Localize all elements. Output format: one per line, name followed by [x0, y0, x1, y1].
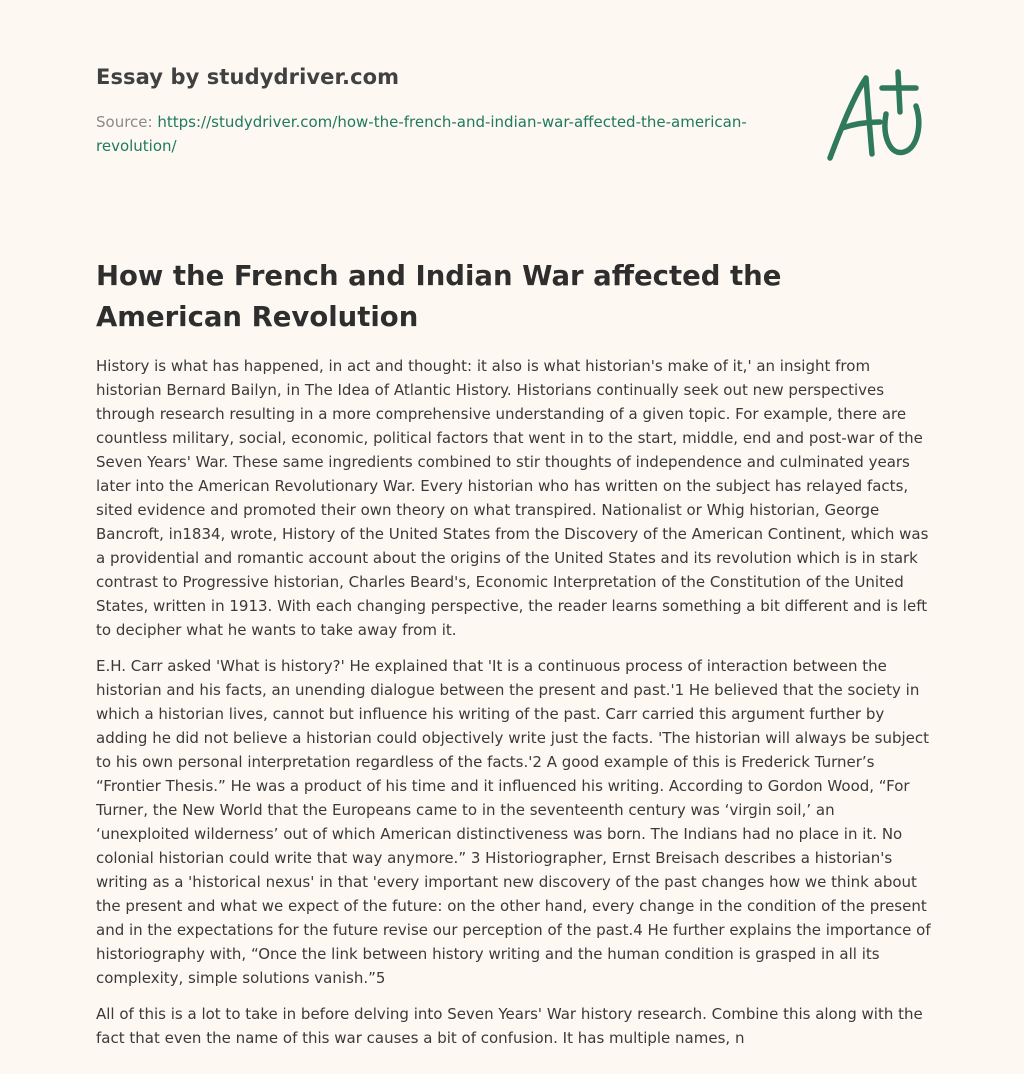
source-label: Source:: [96, 113, 153, 131]
a-plus-logo-icon: [820, 66, 928, 166]
essay-title: How the French and Indian War affected the American Revolution: [96, 260, 782, 333]
essay-body: [96, 354, 932, 1062]
logo-letter-a-crossbar: [842, 122, 880, 128]
logo-letter-a: [830, 78, 872, 158]
paragraph: History is what has happened, in act and thought: it also is what historian's make of it,' an insight from historian Bernard Bailyn, in The Idea of Atlantic History. Historians continually seek out new perspectives through research resulting in a more comprehensive understanding of a given topic. For example, there are countless military, social, economic, political factors that went in to the start, middle, end and post-war of the Seven Years' War. These same ingredients combined to stir thoughts of independence and culminated years later into the American Revolutionary War. Every historian who has written on the subject has relayed facts, sited evidence and promoted their own theory on what transpired. Nationalist or Whig historian, George Bancroft, in1834, wrote, History of the United States from the Discovery of the American Continent, which was a providential and romantic account about the origins of the United States and its revolution which is in stark contrast to Progressive historian, Charles Beard's, Economic Interpretation of the Constitution of the United States, written in 1913. With each changing perspective, the reader learns something a bit different and is left to decipher what he wants to take away from it.: [96, 357, 929, 639]
source-line: [96, 110, 776, 158]
paragraph: All of this is a lot to take in before delving into Seven Years' War history research. Combine this along with the fact that even the name of this war causes a bit of confusion. It has multiple names, n: [96, 1005, 923, 1047]
source-link[interactable]: https://studydriver.com/how-the-french-and-indian-war-affected-the-american-revolution/: [96, 113, 747, 155]
logo-plus-vertical: [898, 72, 900, 112]
site-brand: Essay by studydriver.com: [96, 65, 400, 89]
paragraph: E.H. Carr asked 'What is history?' He explained that 'It is a continuous process of interaction between the historian and his facts, an unending dialogue between the present and past.'1 He believed that the society in which a historian lives, cannot but influence his writing of the past. Carr carried this argument further by adding he did not believe a historian could objectively write just the facts. 'The historian will always be subject to his own personal interpretation regardless of the facts.'2 A good example of this is Frederick Turner’s “Frontier Thesis.” He was a product of his time and it influenced his writing. According to Gordon Wood, “For Turner, the New World that the Europeans came to in the seventeenth century was ‘virgin soil,’ an ‘unexploited wilderness’ out of which American distinctiveness was born. The Indians had no place in it. No colonial historian could write that way anymore.” 3 Historiographer, Ernst Breisach describes a historian's writing as a 'historical nexus' in that 'every important new discovery of the past changes how we think about the present and what we expect of the future: on the other hand, every change in the condition of the present and in the expectations for the future revise our perception of the past.4 He further explains the importance of historiography with, “Once the link between history writing and the human condition is grasped in all its complexity, simple solutions vanish.”5: [96, 657, 931, 987]
